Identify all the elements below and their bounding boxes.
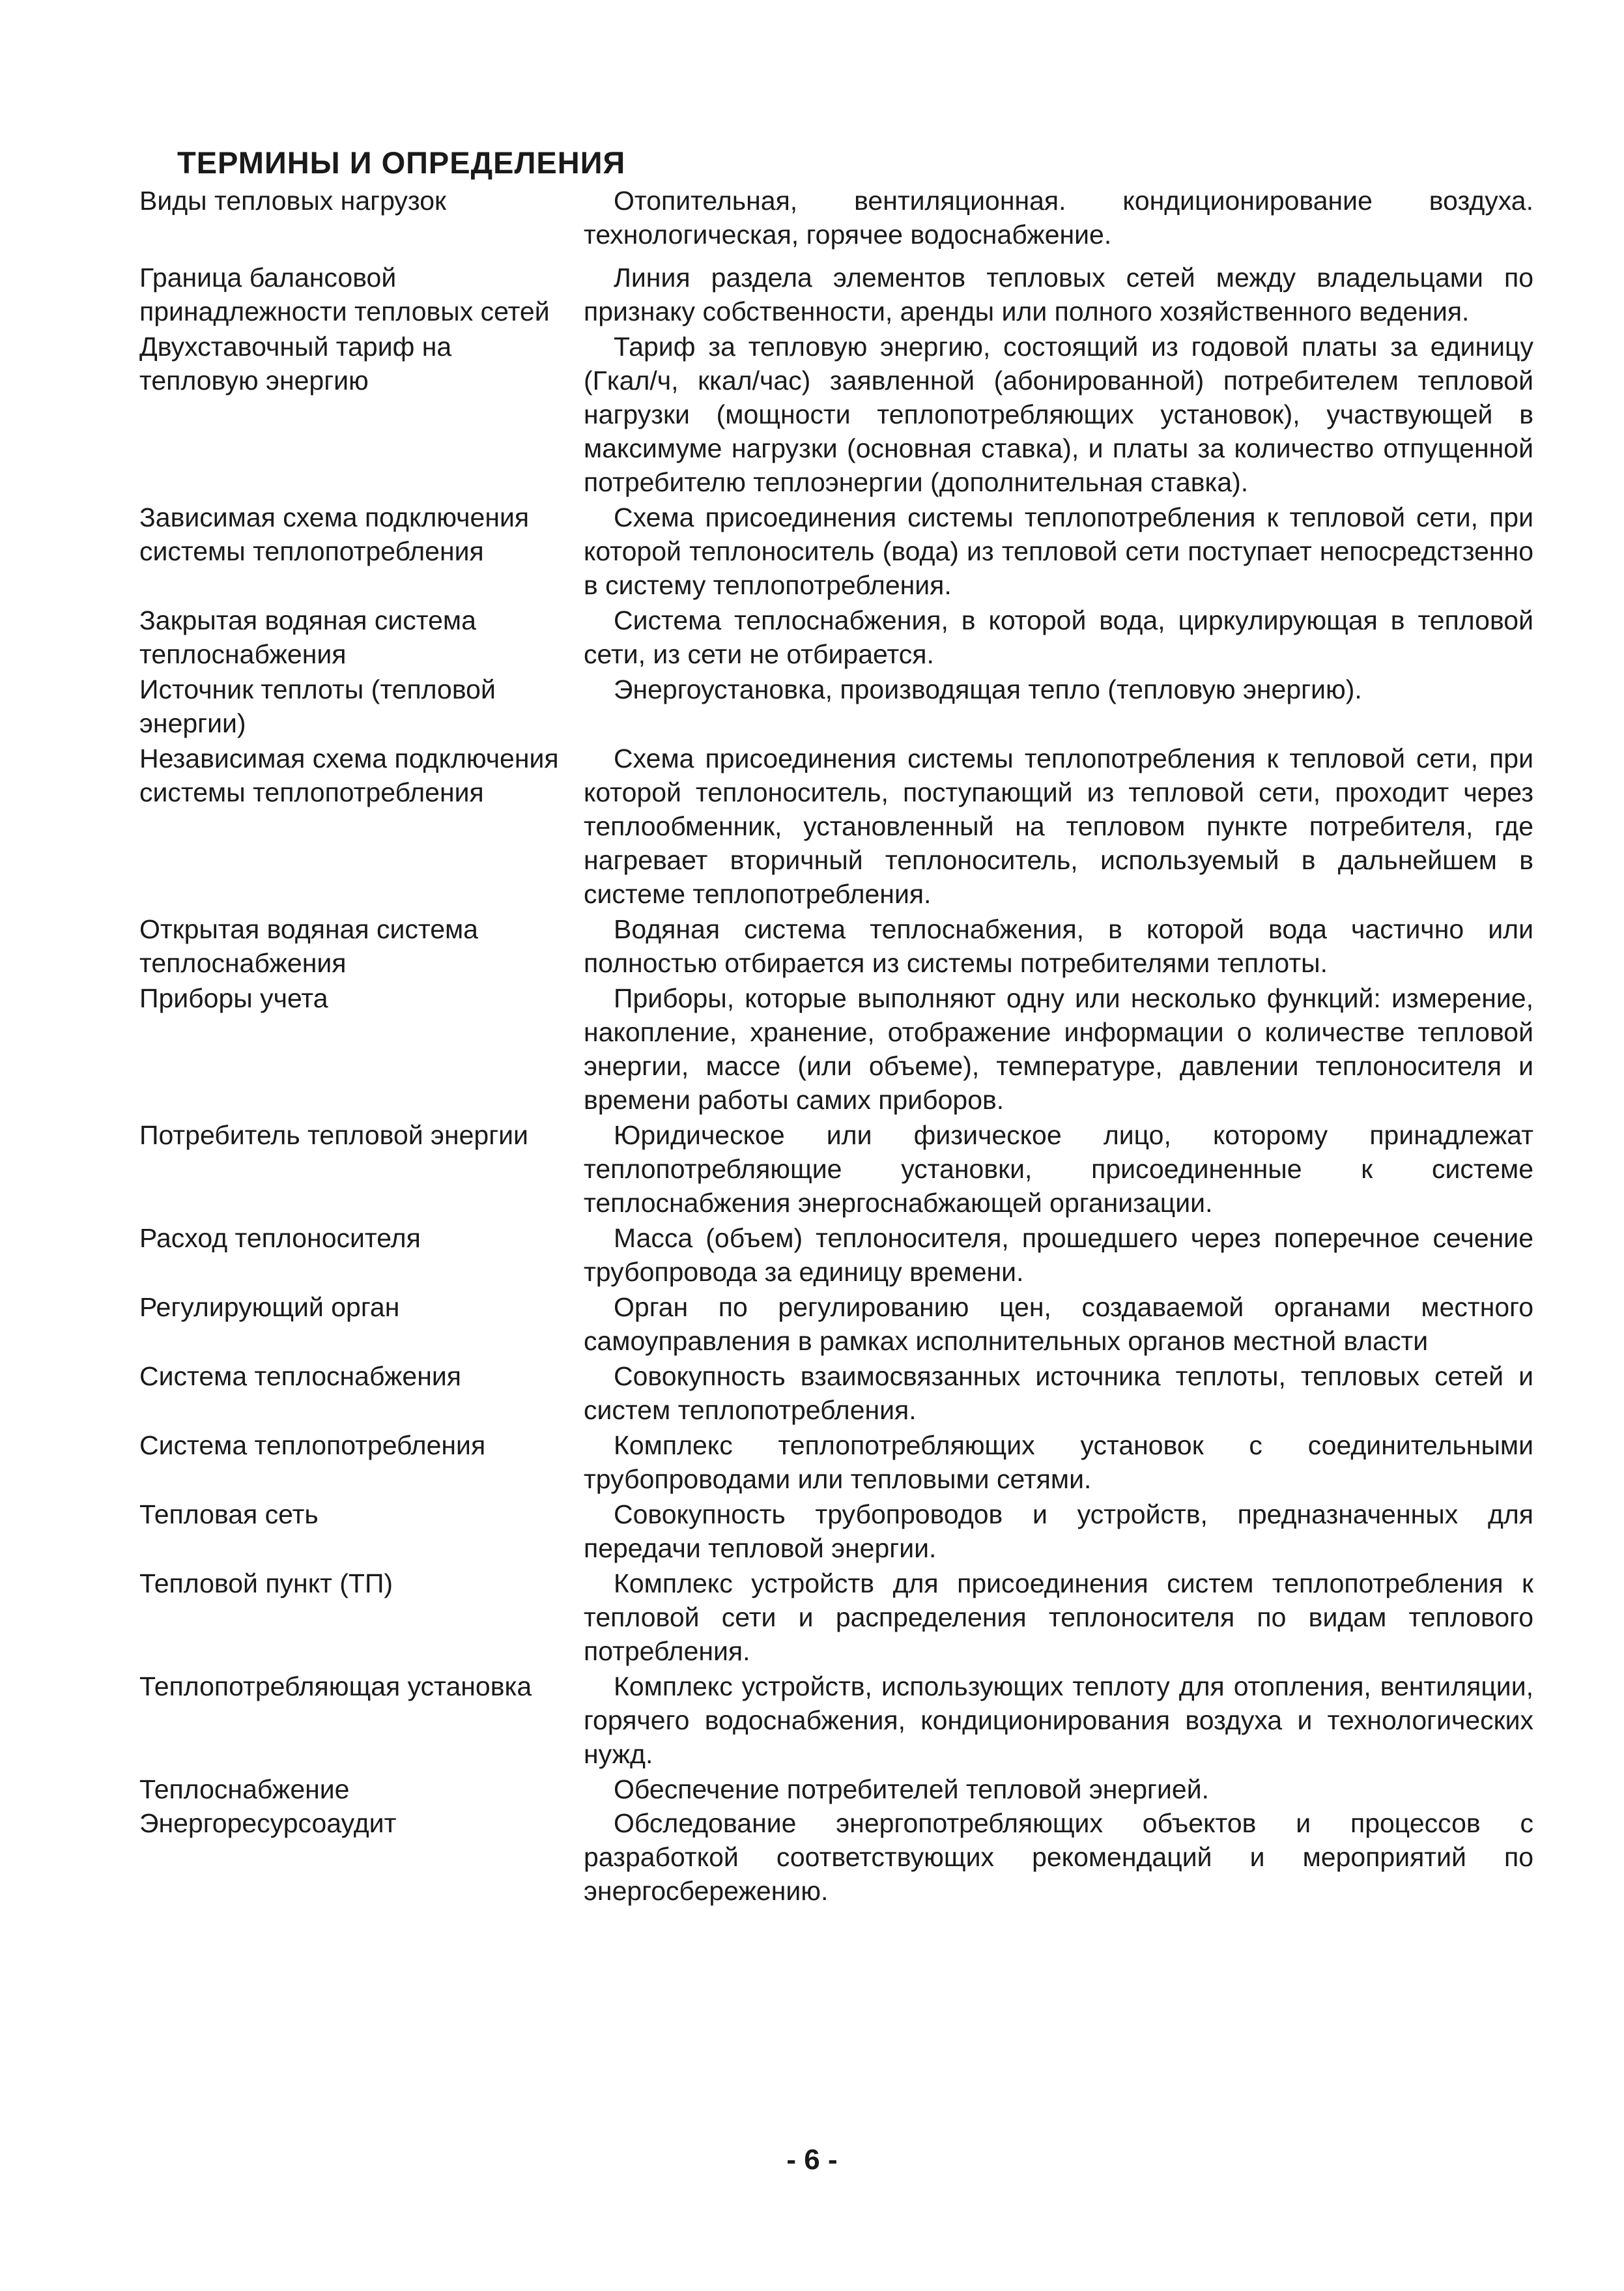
glossary-definition: Совокупность трубопроводов и устройств, предназначенных для передачи тепловой энергии. [584,1499,1533,1563]
glossary-definition: Орган по регулированию цен, создаваемой органами местного самоуправления в рамках исполнительных органов местной власти [584,1292,1533,1356]
glossary-term: Тепловая сеть [139,1499,319,1529]
glossary-entry [139,742,1533,911]
glossary-definition: Водяная система теплоснабжения, в которой вода частично или полностью отбирается из системы потребителями теплоты. [584,914,1533,978]
glossary-entry [139,912,1533,980]
glossary-definition: Линия раздела элементов тепловых сетей между владельцами по признаку собственности, аренды или полного хозяйственного ведения. [584,263,1533,326]
glossary-entry [139,1290,1533,1358]
glossary-term: Расход теплоносителя [139,1223,421,1253]
glossary-entry [139,1221,1533,1289]
glossary-term: Тепловой пункт (ТП) [139,1568,393,1598]
glossary-definition: Приборы, которые выполняют одну или несколько функций: измерение, накопление, хранение, отображение информации о количестве тепловой энергии, массе (или объеме), температуре, давлении теплоносителя и времени работы самих приборов. [584,983,1533,1115]
page-number: - 6 - [786,2144,838,2176]
glossary-definition: Обследование энергопотребляющих объектов и процессов с разработкой соответствующих рекомендаций и мероприятий по энергосбережению. [584,1808,1533,1906]
glossary-definition: Комплекс устройств, использующих теплоту для отопления, вентиляции, горячего водоснабжения, кондиционирования воздуха и технологических нужд. [584,1671,1533,1769]
glossary-definition: Комплекс теплопотребляющих установок с соединительными трубопроводами или тепловыми сетями. [584,1430,1533,1494]
glossary-term: Зависимая схема подключения системы теплопотребления [139,502,530,566]
glossary-term: Источник теплоты (тепловой энергии) [139,674,496,738]
glossary-term: Регулирующий орган [139,1292,400,1322]
glossary-term: Закрытая водяная система теплоснабжения [139,605,476,669]
glossary-term: Система теплопотребления [139,1430,486,1460]
glossary-term: Потребитель тепловой энергии [139,1120,528,1150]
glossary-term: Двухставочный тариф на тепловую энергию [139,332,452,396]
glossary-definition: Схема присоединения системы теплопотребления к тепловой сети, при которой теплоноситель (вода) из тепловой сети поступает непосредстзенно в систему теплопотребления. [584,502,1533,600]
glossary-term: Независимая схема подключения системы теплопотребления [139,743,559,807]
glossary-term: Граница балансовой принадлежности тепловых сетей [139,263,550,326]
glossary-entry [139,1359,1533,1427]
glossary-definition: Обеспечение потребителей тепловой энергией. [614,1774,1209,1804]
glossary-term: Приборы учета [139,983,328,1013]
glossary-entry [139,1806,1533,1908]
glossary-definition: Комплекс устройств для присоединения систем теплопотребления к тепловой сети и распределения теплоносителя по видам теплового потребления. [584,1568,1533,1666]
glossary-definition: Масса (объем) теплоносителя, прошедшего через поперечное сечение трубопровода за единицу времени. [584,1223,1533,1287]
glossary-entry [139,981,1533,1117]
glossary-term: Виды тепловых нагрузок [139,186,446,216]
glossary-definition: Отопительная, вентиляционная. кондиционирование воздуха. технологическая, горячее водоснабжение. [584,186,1533,250]
glossary-definition: Тариф за тепловую энергию, состоящий из годовой платы за единицу (Гкал/ч, ккал/час) заявленной (абонированной) потребителем тепловой нагрузки (мощности теплопотребляющих установок), участвующей в максимуме нагрузки (основная ставка), и платы за количество отпущенной потребителю теплоэнергии (дополнительная ставка). [584,332,1533,497]
glossary-entry [139,1428,1533,1496]
glossary-definition: Совокупность взаимосвязанных источника теплоты, тепловых сетей и систем теплопотребления. [584,1361,1533,1425]
glossary-entry [139,500,1533,602]
glossary-term: Теплоснабжение [139,1774,350,1804]
glossary-entry [139,1772,1533,1806]
glossary-definition: Юридическое или физическое лицо, которому принадлежат теплопотребляющие установки, присоединенные к системе теплоснабжения энергоснабжающей организации. [584,1120,1533,1218]
glossary-entry [139,672,1533,740]
glossary-entry [139,1566,1533,1668]
glossary-term: Энергоресурсоаудит [139,1808,397,1838]
glossary-definition: Система теплоснабжения, в которой вода, циркулирующая в тепловой сети, из сети не отбирается. [584,605,1533,669]
page-title: ТЕРМИНЫ И ОПРЕДЕЛЕНИЯ [177,145,626,180]
glossary-definition: Схема присоединения системы теплопотребления к тепловой сети, при которой теплоноситель, поступающий из тепловой сети, проходит через теплообменник, установленный на тепловом пункте потребителя, где нагревает вторичный теплоноситель, используемый в дальнейшем в системе теплопотребления. [584,743,1533,909]
glossary-term: Система теплоснабжения [139,1361,461,1391]
glossary-term: Открытая водяная система теплоснабжения [139,914,478,978]
glossary-entry [139,1497,1533,1565]
glossary-entry [139,1669,1533,1771]
glossary-list [139,184,1533,1908]
glossary-entry [139,603,1533,671]
glossary-definition: Энергоустановка, производящая тепло (тепловую энергию). [614,674,1362,704]
glossary-entry [139,261,1533,328]
glossary-entry [139,330,1533,499]
glossary-term: Теплопотребляющая установка [139,1671,532,1701]
glossary-entry [139,1118,1533,1220]
glossary-entry [139,184,1533,252]
